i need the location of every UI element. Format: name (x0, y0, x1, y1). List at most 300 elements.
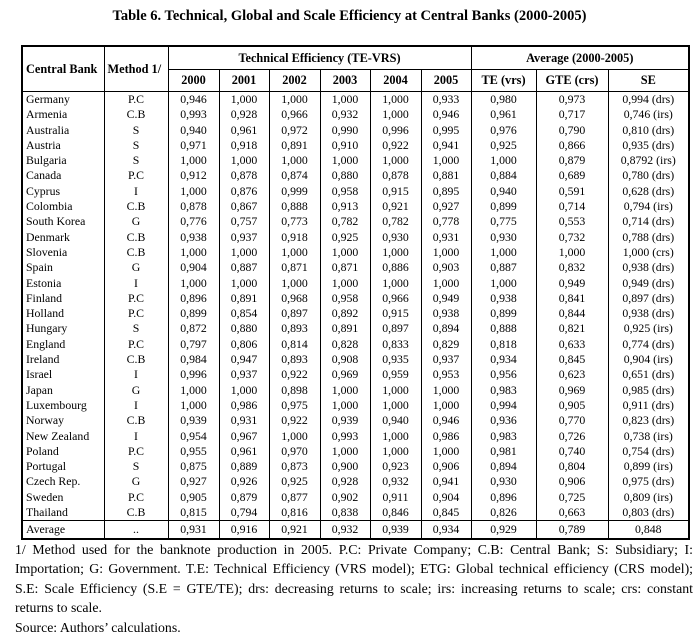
method-cell: S (104, 321, 168, 336)
te-avg-cell: 0,894 (471, 459, 536, 474)
table-row (22, 276, 689, 291)
year-2003-cell: 0,932 (320, 107, 370, 122)
se-cell: 0,899 (irs) (608, 459, 689, 474)
year-2002-cell: 0,925 (269, 474, 320, 489)
year-2005-cell: 1,000 (421, 383, 471, 398)
year-2004-cell: 0,915 (370, 184, 421, 199)
se-cell: 0,738 (irs) (608, 429, 689, 444)
year-2000-cell: 1,000 (168, 383, 219, 398)
se-cell: 0,975 (drs) (608, 474, 689, 489)
te-avg-cell: 0,976 (471, 123, 536, 138)
year-2004-cell: 0,886 (370, 260, 421, 275)
header-method: Method 1/ (104, 46, 168, 92)
year-2004-cell: 0,846 (370, 505, 421, 521)
year-2000-cell: 0,971 (168, 138, 219, 153)
se-cell: 0,746 (irs) (608, 107, 689, 122)
year-2001-cell: 0,887 (219, 260, 269, 275)
table-row (22, 260, 689, 275)
year-2001-cell: 0,880 (219, 321, 269, 336)
gte-avg-cell: 0,866 (536, 138, 608, 153)
year-2005-cell: 0,778 (421, 214, 471, 229)
bank-name-cell: Poland (22, 444, 104, 459)
year-2000-cell: 1,000 (168, 153, 219, 168)
year-2002-cell: 0,970 (269, 444, 320, 459)
year-2003-cell: 0,902 (320, 490, 370, 505)
te-avg-cell: 0,980 (471, 92, 536, 108)
method-cell: I (104, 429, 168, 444)
bank-name-cell: New Zealand (22, 429, 104, 444)
te-avg-cell: 0,961 (471, 107, 536, 122)
method-cell: C.B (104, 413, 168, 428)
year-2005-cell: 0,995 (421, 123, 471, 138)
bank-name-cell: Portugal (22, 459, 104, 474)
gte-avg-cell: 0,553 (536, 214, 608, 229)
gte-avg-cell: 0,726 (536, 429, 608, 444)
year-2004-cell: 1,000 (370, 245, 421, 260)
year-2004-cell: 1,000 (370, 444, 421, 459)
year-2002-cell: 0,773 (269, 214, 320, 229)
year-2003-cell: 0,880 (320, 168, 370, 183)
method-cell: P.C (104, 490, 168, 505)
method-cell: C.B (104, 505, 168, 521)
year-2004-cell: 0,922 (370, 138, 421, 153)
bank-name-cell: Sweden (22, 490, 104, 505)
year-2005-cell: 0,941 (421, 474, 471, 489)
te-avg-cell: 1,000 (471, 153, 536, 168)
te-avg-cell: 0,934 (471, 352, 536, 367)
gte-avg-cell: 0,804 (536, 459, 608, 474)
year-2005-cell: 0,938 (421, 306, 471, 321)
year-2002-cell: 0,898 (269, 383, 320, 398)
method-cell: P.C (104, 444, 168, 459)
bank-name-cell: Colombia (22, 199, 104, 214)
te-avg-cell: 0,994 (471, 398, 536, 413)
se-cell: 0,780 (drs) (608, 168, 689, 183)
year-2004-cell: 0,940 (370, 413, 421, 428)
header-se: SE (608, 70, 689, 92)
year-2003-cell: 1,000 (320, 153, 370, 168)
header-year-2005: 2005 (421, 70, 471, 92)
se-cell: 0,904 (irs) (608, 352, 689, 367)
year-2001-cell: 0,937 (219, 230, 269, 245)
year-2000-cell: 0,875 (168, 459, 219, 474)
year-2000-cell: 1,000 (168, 184, 219, 199)
year-2002-cell: 0,966 (269, 107, 320, 122)
year-2003-cell: 0,871 (320, 260, 370, 275)
bank-name-cell: Armenia (22, 107, 104, 122)
year-2000-cell: 0,955 (168, 444, 219, 459)
gte-avg-cell: 0,879 (536, 153, 608, 168)
year-2005-cell: 0,895 (421, 184, 471, 199)
year-2001-cell: 0,876 (219, 184, 269, 199)
year-2003-cell: 0,939 (320, 413, 370, 428)
se-cell: 0,714 (drs) (608, 214, 689, 229)
year-2001-cell: 1,000 (219, 383, 269, 398)
te-avg-cell: 0,940 (471, 184, 536, 199)
year-2002-cell: 0,816 (269, 505, 320, 521)
year-2002-cell: 0,975 (269, 398, 320, 413)
se-cell: 0,628 (drs) (608, 184, 689, 199)
year-2002-cell: 0,871 (269, 260, 320, 275)
method-cell: C.B (104, 352, 168, 367)
bank-name-cell: Luxembourg (22, 398, 104, 413)
average-row (22, 521, 689, 539)
te-avg-cell: 0,925 (471, 138, 536, 153)
year-2002-cell: 0,893 (269, 352, 320, 367)
year-2004-cell: 0,996 (370, 123, 421, 138)
method-cell: C.B (104, 245, 168, 260)
year-2005-cell: 0,903 (421, 260, 471, 275)
bank-name-cell: Denmark (22, 230, 104, 245)
table-row (22, 413, 689, 428)
average-year-cell: 0,939 (370, 521, 421, 539)
year-2004-cell: 1,000 (370, 92, 421, 108)
method-footnote: 1/ Method used for the banknote production in 2005. P.C: Private Company; C.B: Central Bank; S: Subsidiary; I: Importation; G: Government. T.E: Technical Efficiency (VRS model); ETG: Global technical efficiency (CRS model); S.E: Scale Efficiency (S.E = GTE/TE); drs: decreasing returns to scale; irs: increasing returns to scale; crs: constant returns to scale. (15, 542, 693, 616)
header-central-bank: Central Bank (22, 46, 104, 92)
year-2004-cell: 0,915 (370, 306, 421, 321)
bank-name-cell: Thailand (22, 505, 104, 521)
year-2001-cell: 0,806 (219, 337, 269, 352)
table-row (22, 230, 689, 245)
year-2002-cell: 0,873 (269, 459, 320, 474)
year-2004-cell: 1,000 (370, 153, 421, 168)
te-avg-cell: 0,887 (471, 260, 536, 275)
method-cell: I (104, 367, 168, 382)
table-row (22, 337, 689, 352)
year-2002-cell: 1,000 (269, 429, 320, 444)
table-footer (22, 521, 689, 539)
year-2002-cell: 0,877 (269, 490, 320, 505)
year-2003-cell: 0,928 (320, 474, 370, 489)
se-cell: 0,8792 (irs) (608, 153, 689, 168)
te-avg-cell: 0,818 (471, 337, 536, 352)
table-row (22, 321, 689, 336)
se-cell: 0,651 (drs) (608, 367, 689, 382)
year-2000-cell: 0,912 (168, 168, 219, 183)
gte-avg-cell: 0,949 (536, 276, 608, 291)
year-2001-cell: 0,918 (219, 138, 269, 153)
te-avg-cell: 0,930 (471, 474, 536, 489)
method-cell: I (104, 276, 168, 291)
method-cell: P.C (104, 92, 168, 108)
year-2000-cell: 0,940 (168, 123, 219, 138)
year-2003-cell: 0,990 (320, 123, 370, 138)
year-2002-cell: 0,972 (269, 123, 320, 138)
year-2005-cell: 1,000 (421, 245, 471, 260)
method-cell: S (104, 123, 168, 138)
year-2003-cell: 0,908 (320, 352, 370, 367)
bank-name-cell: Slovenia (22, 245, 104, 260)
table-row (22, 398, 689, 413)
year-2000-cell: 1,000 (168, 245, 219, 260)
gte-avg-cell: 0,821 (536, 321, 608, 336)
year-2004-cell: 0,923 (370, 459, 421, 474)
bank-name-cell: Austria (22, 138, 104, 153)
table-row (22, 107, 689, 122)
se-cell: 0,949 (drs) (608, 276, 689, 291)
source-note: Source: Authors’ calculations. (15, 619, 181, 635)
year-2002-cell: 0,893 (269, 321, 320, 336)
method-cell: G (104, 383, 168, 398)
year-2001-cell: 0,937 (219, 367, 269, 382)
gte-avg-cell: 0,969 (536, 383, 608, 398)
gte-avg-cell: 0,844 (536, 306, 608, 321)
year-2002-cell: 0,999 (269, 184, 320, 199)
year-2000-cell: 0,776 (168, 214, 219, 229)
year-2001-cell: 0,854 (219, 306, 269, 321)
method-cell: P.C (104, 306, 168, 321)
se-cell: 0,774 (drs) (608, 337, 689, 352)
efficiency-table (21, 45, 690, 540)
gte-avg-cell: 0,623 (536, 367, 608, 382)
year-2004-cell: 0,911 (370, 490, 421, 505)
te-avg-cell: 0,775 (471, 214, 536, 229)
table-row (22, 214, 689, 229)
se-cell: 0,994 (drs) (608, 92, 689, 108)
se-cell: 0,823 (drs) (608, 413, 689, 428)
year-2004-cell: 0,897 (370, 321, 421, 336)
header-year-2000: 2000 (168, 70, 219, 92)
year-2004-cell: 0,959 (370, 367, 421, 382)
gte-avg-cell: 1,000 (536, 245, 608, 260)
average-year-cell: 0,921 (269, 521, 320, 539)
se-cell: 0,788 (drs) (608, 230, 689, 245)
year-2000-cell: 0,815 (168, 505, 219, 521)
gte-avg-cell: 0,845 (536, 352, 608, 367)
table-row (22, 306, 689, 321)
year-2003-cell: 0,900 (320, 459, 370, 474)
year-2005-cell: 1,000 (421, 153, 471, 168)
gte-avg-cell: 0,841 (536, 291, 608, 306)
average-label-cell: Average (22, 521, 104, 539)
year-2005-cell: 0,894 (421, 321, 471, 336)
te-avg-cell: 0,981 (471, 444, 536, 459)
table-row (22, 383, 689, 398)
gte-avg-cell: 0,906 (536, 474, 608, 489)
year-2005-cell: 0,931 (421, 230, 471, 245)
se-cell: 1,000 (crs) (608, 245, 689, 260)
year-2001-cell: 0,889 (219, 459, 269, 474)
method-cell: G (104, 260, 168, 275)
average-year-cell: 0,932 (320, 521, 370, 539)
year-2000-cell: 0,797 (168, 337, 219, 352)
table-row (22, 153, 689, 168)
year-2001-cell: 0,961 (219, 123, 269, 138)
year-2002-cell: 0,888 (269, 199, 320, 214)
year-2003-cell: 1,000 (320, 398, 370, 413)
bank-name-cell: Hungary (22, 321, 104, 336)
year-2001-cell: 0,879 (219, 490, 269, 505)
year-2002-cell: 0,922 (269, 413, 320, 428)
gte-avg-cell: 0,591 (536, 184, 608, 199)
se-cell: 0,897 (drs) (608, 291, 689, 306)
header-year-2002: 2002 (269, 70, 320, 92)
year-2000-cell: 0,872 (168, 321, 219, 336)
method-cell: P.C (104, 337, 168, 352)
header-te-vrs: TE (vrs) (471, 70, 536, 92)
te-avg-cell: 0,956 (471, 367, 536, 382)
gte-avg-cell: 0,663 (536, 505, 608, 521)
se-cell: 0,938 (drs) (608, 306, 689, 321)
gte-avg-cell: 0,732 (536, 230, 608, 245)
year-2002-cell: 0,874 (269, 168, 320, 183)
year-2003-cell: 1,000 (320, 92, 370, 108)
te-avg-cell: 1,000 (471, 276, 536, 291)
year-2001-cell: 0,926 (219, 474, 269, 489)
method-cell: C.B (104, 230, 168, 245)
method-cell: S (104, 138, 168, 153)
header-year-2001: 2001 (219, 70, 269, 92)
method-cell: S (104, 153, 168, 168)
year-2001-cell: 1,000 (219, 92, 269, 108)
bank-name-cell: Czech Rep. (22, 474, 104, 489)
year-2005-cell: 0,937 (421, 352, 471, 367)
year-2004-cell: 1,000 (370, 383, 421, 398)
te-avg-cell: 0,888 (471, 321, 536, 336)
header-te-group: Technical Efficiency (TE-VRS) (168, 46, 471, 70)
header-year-2003: 2003 (320, 70, 370, 92)
year-2003-cell: 1,000 (320, 245, 370, 260)
year-2004-cell: 1,000 (370, 276, 421, 291)
average-year-cell: 0,931 (168, 521, 219, 539)
year-2001-cell: 0,961 (219, 444, 269, 459)
table-row (22, 505, 689, 521)
year-2000-cell: 0,938 (168, 230, 219, 245)
year-2000-cell: 0,878 (168, 199, 219, 214)
table-row (22, 459, 689, 474)
method-cell: I (104, 184, 168, 199)
year-2005-cell: 1,000 (421, 276, 471, 291)
year-2003-cell: 0,910 (320, 138, 370, 153)
year-2001-cell: 0,986 (219, 398, 269, 413)
method-cell: G (104, 214, 168, 229)
year-2002-cell: 1,000 (269, 153, 320, 168)
year-2003-cell: 0,958 (320, 184, 370, 199)
year-2003-cell: 0,838 (320, 505, 370, 521)
table-row (22, 92, 689, 108)
table-row (22, 184, 689, 199)
bank-name-cell: Australia (22, 123, 104, 138)
year-2003-cell: 0,913 (320, 199, 370, 214)
year-2000-cell: 0,899 (168, 306, 219, 321)
year-2004-cell: 0,935 (370, 352, 421, 367)
year-2005-cell: 1,000 (421, 444, 471, 459)
year-2001-cell: 0,878 (219, 168, 269, 183)
table-title: Table 6. Technical, Global and Scale Efficiency at Central Banks (2000-2005) (112, 8, 587, 24)
se-cell: 0,911 (drs) (608, 398, 689, 413)
method-cell: C.B (104, 107, 168, 122)
year-2003-cell: 0,891 (320, 321, 370, 336)
year-2000-cell: 0,996 (168, 367, 219, 382)
te-avg-cell: 0,899 (471, 199, 536, 214)
gte-avg-cell: 0,790 (536, 123, 608, 138)
year-2003-cell: 1,000 (320, 276, 370, 291)
average-year-cell: 0,916 (219, 521, 269, 539)
bank-name-cell: Israel (22, 367, 104, 382)
te-avg-cell: 0,899 (471, 306, 536, 321)
year-2004-cell: 0,921 (370, 199, 421, 214)
year-2002-cell: 0,814 (269, 337, 320, 352)
te-avg-cell: 0,930 (471, 230, 536, 245)
gte-avg-cell: 0,973 (536, 92, 608, 108)
se-cell: 0,985 (drs) (608, 383, 689, 398)
header-group-row (22, 46, 689, 70)
table-row (22, 138, 689, 153)
year-2002-cell: 0,918 (269, 230, 320, 245)
bank-name-cell: Finland (22, 291, 104, 306)
header-gte-crs: GTE (crs) (536, 70, 608, 92)
se-cell: 0,803 (drs) (608, 505, 689, 521)
table-row (22, 352, 689, 367)
year-2005-cell: 1,000 (421, 398, 471, 413)
average-se-cell: 0,848 (608, 521, 689, 539)
year-2003-cell: 0,969 (320, 367, 370, 382)
year-2005-cell: 0,845 (421, 505, 471, 521)
average-gte-cell: 0,789 (536, 521, 608, 539)
year-2004-cell: 1,000 (370, 107, 421, 122)
year-2000-cell: 0,896 (168, 291, 219, 306)
bank-name-cell: Germany (22, 92, 104, 108)
year-2004-cell: 0,833 (370, 337, 421, 352)
method-cell: P.C (104, 291, 168, 306)
method-cell: G (104, 474, 168, 489)
gte-avg-cell: 0,770 (536, 413, 608, 428)
year-2005-cell: 0,953 (421, 367, 471, 382)
gte-avg-cell: 0,689 (536, 168, 608, 183)
table-row (22, 367, 689, 382)
te-avg-cell: 0,826 (471, 505, 536, 521)
year-2005-cell: 0,881 (421, 168, 471, 183)
se-cell: 0,935 (drs) (608, 138, 689, 153)
year-2002-cell: 1,000 (269, 276, 320, 291)
se-cell: 0,925 (irs) (608, 321, 689, 336)
year-2005-cell: 0,906 (421, 459, 471, 474)
te-avg-cell: 1,000 (471, 245, 536, 260)
year-2000-cell: 0,984 (168, 352, 219, 367)
year-2001-cell: 0,891 (219, 291, 269, 306)
table-row (22, 429, 689, 444)
bank-name-cell: Holland (22, 306, 104, 321)
year-2003-cell: 0,993 (320, 429, 370, 444)
average-te-cell: 0,929 (471, 521, 536, 539)
year-2000-cell: 0,946 (168, 92, 219, 108)
footnotes (15, 540, 693, 637)
year-2002-cell: 1,000 (269, 245, 320, 260)
year-2000-cell: 0,904 (168, 260, 219, 275)
year-2004-cell: 0,782 (370, 214, 421, 229)
year-2003-cell: 1,000 (320, 444, 370, 459)
year-2003-cell: 1,000 (320, 383, 370, 398)
bank-name-cell: Canada (22, 168, 104, 183)
te-avg-cell: 0,938 (471, 291, 536, 306)
year-2000-cell: 1,000 (168, 276, 219, 291)
year-2002-cell: 1,000 (269, 92, 320, 108)
se-cell: 0,938 (drs) (608, 260, 689, 275)
year-2002-cell: 0,922 (269, 367, 320, 382)
te-avg-cell: 0,896 (471, 490, 536, 505)
te-avg-cell: 0,983 (471, 429, 536, 444)
year-2005-cell: 0,927 (421, 199, 471, 214)
se-cell: 0,754 (drs) (608, 444, 689, 459)
year-2002-cell: 0,891 (269, 138, 320, 153)
year-2000-cell: 0,993 (168, 107, 219, 122)
year-2005-cell: 0,933 (421, 92, 471, 108)
year-2001-cell: 1,000 (219, 153, 269, 168)
year-2000-cell: 1,000 (168, 398, 219, 413)
se-cell: 0,810 (drs) (608, 123, 689, 138)
header-average-group: Average (2000-2005) (471, 46, 689, 70)
table-row (22, 474, 689, 489)
